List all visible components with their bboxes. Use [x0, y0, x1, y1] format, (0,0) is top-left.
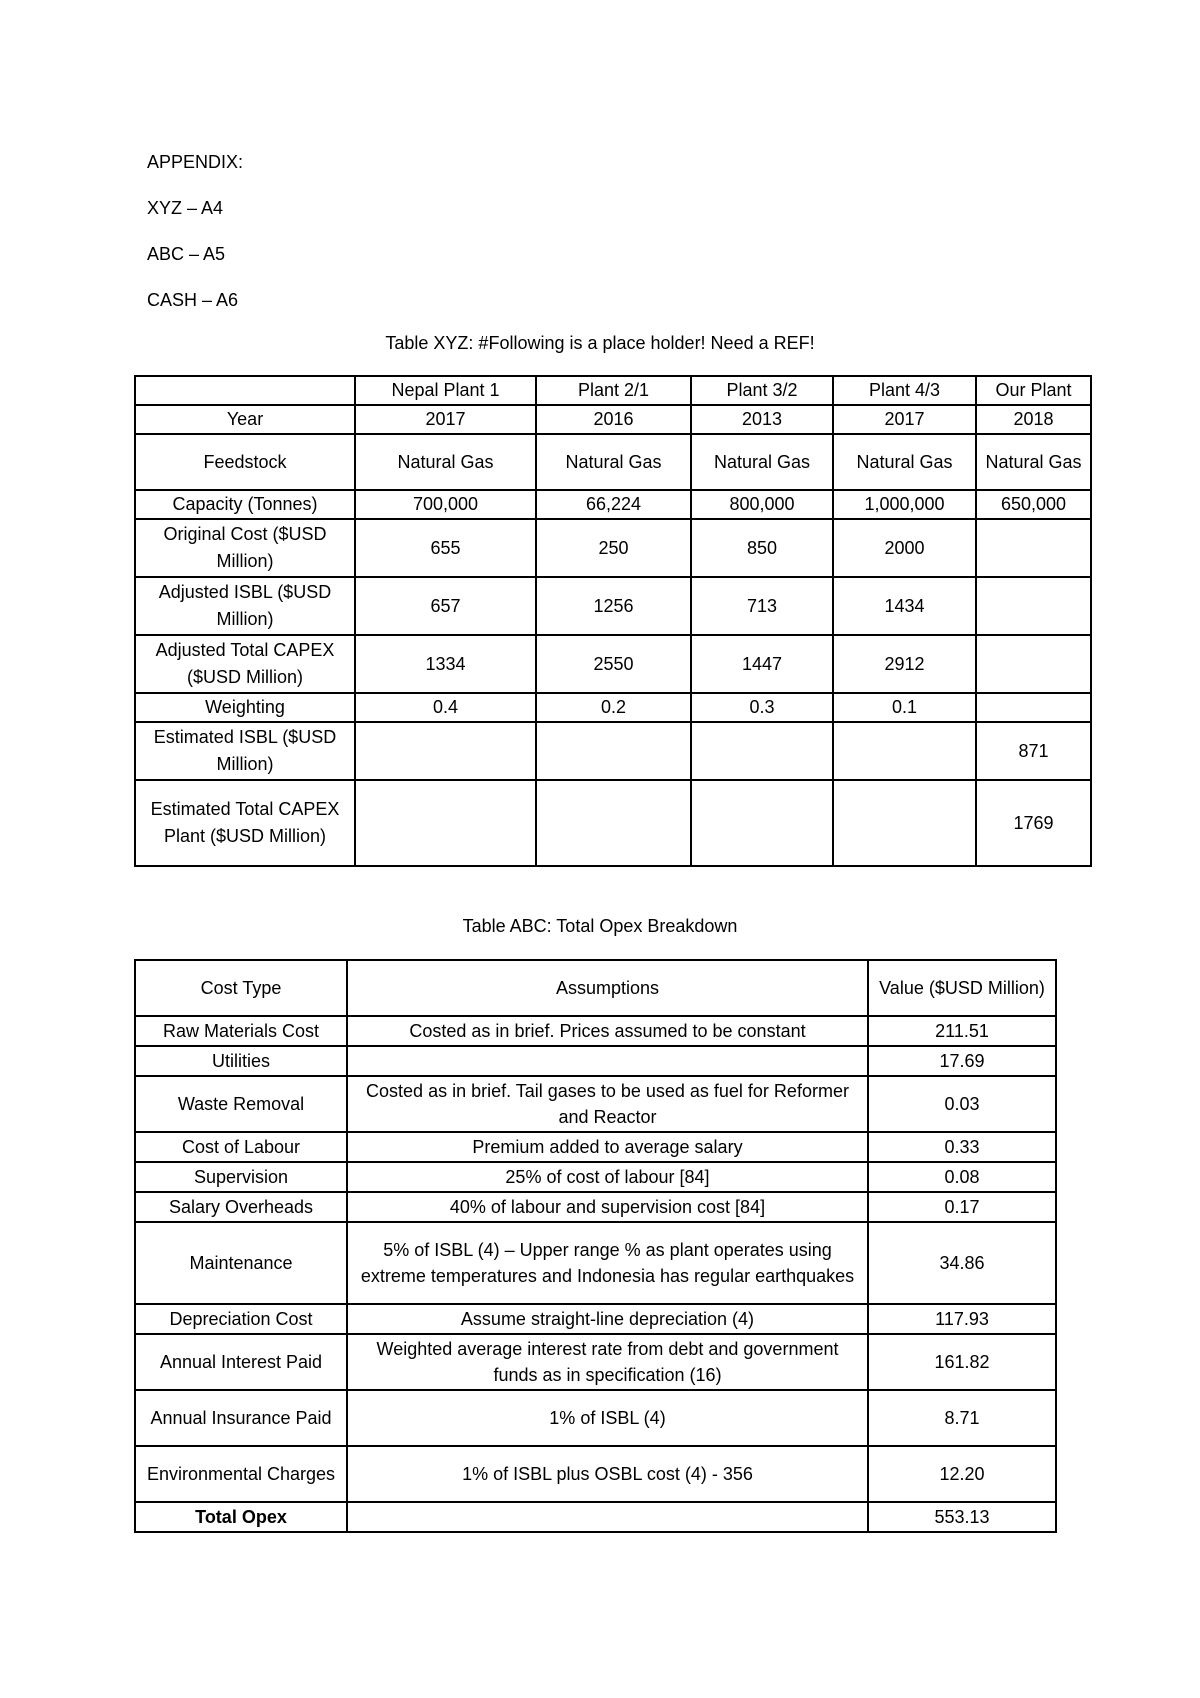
- abc-header-cell: Assumptions: [347, 960, 868, 1016]
- table-cell: Natural Gas: [833, 434, 976, 490]
- table-cell: 1% of ISBL (4): [347, 1390, 868, 1446]
- table-cell: Feedstock: [135, 434, 355, 490]
- xyz-table: [134, 375, 1092, 867]
- table-cell: [347, 1502, 868, 1532]
- abc-table: [134, 959, 1057, 1533]
- table-cell: [691, 722, 833, 780]
- table-cell: 800,000: [691, 490, 833, 519]
- table-cell: Costed as in brief. Tail gases to be used as fuel for Reformer and Reactor: [347, 1076, 868, 1132]
- table-cell: Natural Gas: [536, 434, 691, 490]
- table-row: [135, 1304, 1056, 1334]
- table-cell: 0.2: [536, 693, 691, 722]
- table-cell: 1,000,000: [833, 490, 976, 519]
- table-cell: 713: [691, 577, 833, 635]
- table-cell: Year: [135, 405, 355, 434]
- xyz-header-cell: Plant 3/2: [691, 376, 833, 405]
- xyz-header-cell: Our Plant: [976, 376, 1091, 405]
- table-cell: Depreciation Cost: [135, 1304, 347, 1334]
- table-row: [135, 1046, 1056, 1076]
- table-row: [135, 1076, 1056, 1132]
- table-cell: 2550: [536, 635, 691, 693]
- table-cell: 2000: [833, 519, 976, 577]
- appendix-line-xyz: XYZ – A4: [147, 198, 224, 218]
- table-cell: 0.03: [868, 1076, 1056, 1132]
- table-cell: Cost of Labour: [135, 1132, 347, 1162]
- xyz-row-estimated-isbl: [135, 722, 1091, 780]
- table-cell: 40% of labour and supervision cost [84]: [347, 1192, 868, 1222]
- table-cell: 34.86: [868, 1222, 1056, 1304]
- table-cell: 8.71: [868, 1390, 1056, 1446]
- table-cell: 850: [691, 519, 833, 577]
- table-cell: Waste Removal: [135, 1076, 347, 1132]
- table-cell: 700,000: [355, 490, 536, 519]
- table-cell: 655: [355, 519, 536, 577]
- table-cell: 2017: [355, 405, 536, 434]
- table-cell: Annual Insurance Paid: [135, 1390, 347, 1446]
- table-row: [135, 1222, 1056, 1304]
- abc-header-row: [135, 960, 1056, 1016]
- table-cell: Estimated Total CAPEX Plant ($USD Million): [135, 780, 355, 866]
- table-cell: Costed as in brief. Prices assumed to be constant: [347, 1016, 868, 1046]
- table-cell: Premium added to average salary: [347, 1132, 868, 1162]
- table-row: [135, 1446, 1056, 1502]
- table-cell: 2017: [833, 405, 976, 434]
- table-cell: 117.93: [868, 1304, 1056, 1334]
- table-cell: 871: [976, 722, 1091, 780]
- table-cell: Natural Gas: [691, 434, 833, 490]
- xyz-row-capacity: [135, 490, 1091, 519]
- table-cell: Salary Overheads: [135, 1192, 347, 1222]
- table-cell: [976, 577, 1091, 635]
- table-cell: 2018: [976, 405, 1091, 434]
- table-cell: 211.51: [868, 1016, 1056, 1046]
- table-cell: Maintenance: [135, 1222, 347, 1304]
- table-cell: Adjusted ISBL ($USD Million): [135, 577, 355, 635]
- table-cell: Environmental Charges: [135, 1446, 347, 1502]
- table-cell: Natural Gas: [355, 434, 536, 490]
- xyz-header-row: [135, 376, 1091, 405]
- table-cell: [347, 1046, 868, 1076]
- table-row: [135, 1162, 1056, 1192]
- table-cell: 17.69: [868, 1046, 1056, 1076]
- table-cell: 0.4: [355, 693, 536, 722]
- table-cell: Supervision: [135, 1162, 347, 1192]
- table-cell: [536, 780, 691, 866]
- table-cell: [833, 722, 976, 780]
- table-cell: [355, 780, 536, 866]
- total-row: [135, 1502, 1056, 1532]
- table-cell: 657: [355, 577, 536, 635]
- appendix-line-cash: CASH – A6: [147, 290, 239, 310]
- table-cell: Weighted average interest rate from debt and government funds as in specification (16): [347, 1334, 868, 1390]
- table-cell: 650,000: [976, 490, 1091, 519]
- xyz-row-adjusted-isbl: [135, 577, 1091, 635]
- table-cell: Weighting: [135, 693, 355, 722]
- table-cell: Original Cost ($USD Million): [135, 519, 355, 577]
- table-cell: 161.82: [868, 1334, 1056, 1390]
- table-cell: Utilities: [135, 1046, 347, 1076]
- table-cell: 0.3: [691, 693, 833, 722]
- xyz-table-caption: Table XYZ: #Following is a place holder! Need a REF!: [385, 333, 815, 353]
- appendix-heading: APPENDIX:: [147, 152, 244, 172]
- table-cell: Capacity (Tonnes): [135, 490, 355, 519]
- table-cell: [833, 780, 976, 866]
- table-cell: Natural Gas: [976, 434, 1091, 490]
- xyz-row-adjusted-capex: [135, 635, 1091, 693]
- abc-header-cell: Cost Type: [135, 960, 347, 1016]
- table-row: [135, 1192, 1056, 1222]
- table-row: [135, 1334, 1056, 1390]
- table-cell: 0.33: [868, 1132, 1056, 1162]
- table-cell: Annual Interest Paid: [135, 1334, 347, 1390]
- xyz-row-original-cost: [135, 519, 1091, 577]
- table-cell: [976, 635, 1091, 693]
- xyz-header-cell: [135, 376, 355, 405]
- total-label: Total Opex: [135, 1502, 347, 1532]
- abc-header-cell: Value ($USD Million): [868, 960, 1056, 1016]
- table-cell: 66,224: [536, 490, 691, 519]
- table-cell: Estimated ISBL ($USD Million): [135, 722, 355, 780]
- table-cell: 1% of ISBL plus OSBL cost (4) - 356: [347, 1446, 868, 1502]
- table-cell: 1256: [536, 577, 691, 635]
- table-cell: 1447: [691, 635, 833, 693]
- table-cell: 250: [536, 519, 691, 577]
- table-cell: 2912: [833, 635, 976, 693]
- table-row: [135, 1132, 1056, 1162]
- table-cell: 1769: [976, 780, 1091, 866]
- xyz-header-cell: Nepal Plant 1: [355, 376, 536, 405]
- table-cell: [536, 722, 691, 780]
- table-cell: [976, 693, 1091, 722]
- table-row: [135, 1390, 1056, 1446]
- table-cell: 2016: [536, 405, 691, 434]
- table-cell: 0.1: [833, 693, 976, 722]
- table-cell: 25% of cost of labour [84]: [347, 1162, 868, 1192]
- table-cell: Adjusted Total CAPEX ($USD Million): [135, 635, 355, 693]
- table-cell: 5% of ISBL (4) – Upper range % as plant operates using extreme temperatures and Indonesia has regular earthquakes: [347, 1222, 868, 1304]
- table-cell: [691, 780, 833, 866]
- appendix-line-abc: ABC – A5: [147, 244, 226, 264]
- table-row: [135, 1016, 1056, 1046]
- table-cell: [355, 722, 536, 780]
- table-cell: 1334: [355, 635, 536, 693]
- xyz-row-feedstock: [135, 434, 1091, 490]
- xyz-header-cell: Plant 2/1: [536, 376, 691, 405]
- table-cell: Assume straight-line depreciation (4): [347, 1304, 868, 1334]
- xyz-header-cell: Plant 4/3: [833, 376, 976, 405]
- xyz-row-year: [135, 405, 1091, 434]
- total-value: 553.13: [868, 1502, 1056, 1532]
- abc-table-caption: Table ABC: Total Opex Breakdown: [462, 916, 738, 936]
- table-cell: 0.08: [868, 1162, 1056, 1192]
- xyz-row-estimated-capex: [135, 780, 1091, 866]
- table-cell: Raw Materials Cost: [135, 1016, 347, 1046]
- table-cell: 2013: [691, 405, 833, 434]
- table-cell: 1434: [833, 577, 976, 635]
- xyz-row-weighting: [135, 693, 1091, 722]
- table-cell: 12.20: [868, 1446, 1056, 1502]
- table-cell: 0.17: [868, 1192, 1056, 1222]
- table-cell: [976, 519, 1091, 577]
